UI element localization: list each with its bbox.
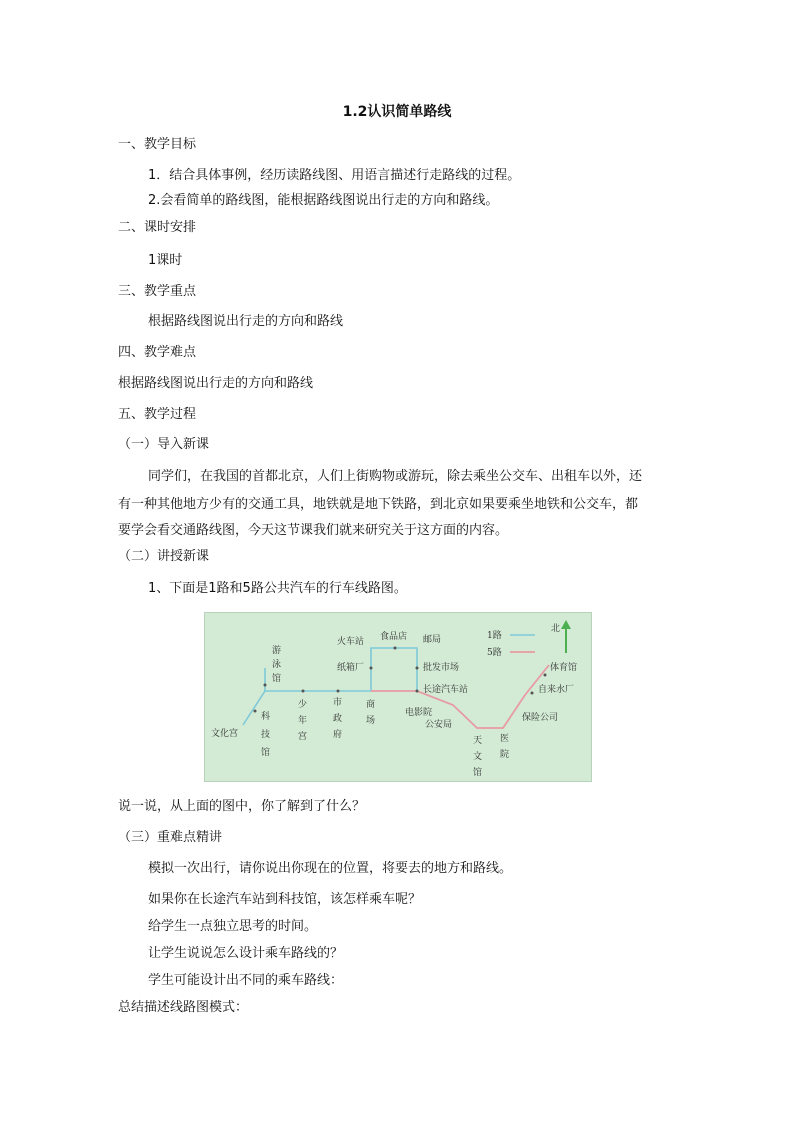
route-map-svg bbox=[205, 613, 591, 781]
key-explanation-line-1: 模拟一次出行，请你说出你现在的位置，将要去的地方和路线。 bbox=[148, 861, 513, 876]
difficulties-text: 根据路线图说出行走的方向和路线 bbox=[118, 376, 314, 391]
station-tianwenguan-2: 文 bbox=[473, 752, 483, 762]
station-kejiguan-3: 馆 bbox=[261, 748, 271, 758]
station-shangchang-1: 商 bbox=[366, 700, 376, 710]
key-explanation-line-2: 如果你在长途汽车站到科技馆，该怎样乘车呢？ bbox=[148, 892, 422, 907]
station-shizhengfu-1: 市 bbox=[333, 698, 343, 708]
subheading-key-explanation: （三）重难点精讲 bbox=[118, 830, 223, 845]
station-shizhengfu-2: 政 bbox=[333, 714, 343, 724]
station-huochezhan: 火车站 bbox=[337, 637, 365, 647]
station-shipindian: 食品店 bbox=[380, 632, 408, 642]
goal-item-2: 2.会看简单的路线图，能根据路线图说出行走的方向和路线。 bbox=[148, 193, 499, 208]
station-youju: 邮局 bbox=[423, 635, 442, 645]
legend-route-5-label: 5路 bbox=[487, 648, 502, 658]
subheading-intro: （一）导入新课 bbox=[118, 437, 210, 452]
station-gonganju: 公安局 bbox=[425, 720, 453, 730]
section-heading-schedule: 二、课时安排 bbox=[118, 220, 197, 235]
page-title: 1.2认识简单路线 bbox=[342, 104, 452, 120]
section-heading-difficulties: 四、教学难点 bbox=[118, 345, 197, 360]
station-zhixiangchang: 纸箱厂 bbox=[337, 663, 365, 673]
station-wenhuagong: 文化宫 bbox=[211, 729, 239, 739]
station-kejiguan-1: 科 bbox=[261, 712, 271, 722]
station-shangchang-2: 场 bbox=[366, 716, 376, 726]
legend-route-1-label: 1路 bbox=[487, 631, 502, 641]
north-arrow-icon bbox=[561, 620, 571, 653]
key-points-text: 根据路线图说出行走的方向和路线 bbox=[148, 314, 344, 329]
key-explanation-line-6: 总结描述线路图模式： bbox=[118, 1000, 249, 1015]
key-explanation-line-3: 给学生一点独立思考的时间。 bbox=[148, 919, 318, 934]
new-lesson-item-1: 1、下面是1路和5路公共汽车的行车线路图。 bbox=[148, 581, 407, 596]
station-tianwenguan-3: 馆 bbox=[473, 768, 483, 778]
station-shaoniangong-2: 年 bbox=[298, 716, 308, 726]
schedule-text: 1课时 bbox=[148, 253, 183, 268]
station-yiyuan-2: 院 bbox=[500, 750, 510, 760]
bus-route-map bbox=[204, 612, 592, 782]
after-map-question: 说一说，从上面的图中，你了解到了什么？ bbox=[118, 799, 366, 814]
station-shaoniangong-3: 宫 bbox=[298, 732, 308, 742]
section-heading-process: 五、教学过程 bbox=[118, 407, 197, 422]
station-pifashichang: 批发市场 bbox=[423, 663, 460, 673]
section-heading-key-points: 三、教学重点 bbox=[118, 284, 197, 299]
north-label: 北 bbox=[551, 624, 561, 634]
subheading-new-lesson: （二）讲授新课 bbox=[118, 549, 210, 564]
intro-paragraph-line-1: 同学们，在我国的首都北京，人们上街购物或游玩，除去乘坐公交车、出租车以外，还 bbox=[148, 469, 643, 484]
station-shizhengfu-3: 府 bbox=[333, 730, 343, 740]
station-tianwenguan-1: 天 bbox=[473, 736, 483, 746]
station-tiyuguan: 体育馆 bbox=[550, 663, 578, 673]
station-changtuqichezhan: 长途汽车站 bbox=[423, 685, 469, 695]
key-explanation-line-4: 让学生说说怎么设计乘车路线的？ bbox=[148, 946, 344, 961]
station-yiyuan-1: 医 bbox=[500, 734, 510, 744]
station-youyongguan-3: 馆 bbox=[272, 674, 282, 684]
intro-paragraph-line-2: 有一种其他地方少有的交通工具，地铁就是地下铁路，到北京如果要乘坐地铁和公交车，都 bbox=[118, 497, 639, 512]
station-zilaishuichang: 自来水厂 bbox=[538, 685, 575, 695]
goal-item-1: 1．结合具体事例，经历读路线图、用语言描述行走路线的过程。 bbox=[148, 168, 521, 183]
station-youyongguan-2: 泳 bbox=[272, 660, 282, 670]
station-dianyingyuan: 电影院 bbox=[405, 708, 433, 718]
station-kejiguan-2: 技 bbox=[261, 730, 271, 740]
intro-paragraph-line-3: 要学会看交通路线图，今天这节课我们就来研究关于这方面的内容。 bbox=[118, 523, 509, 538]
station-baoxiangongsi: 保险公司 bbox=[522, 713, 559, 723]
station-youyongguan-1: 游 bbox=[272, 646, 282, 656]
key-explanation-line-5: 学生可能设计出不同的乘车路线： bbox=[148, 973, 344, 988]
section-heading-goals: 一、教学目标 bbox=[118, 137, 197, 152]
station-shaoniangong-1: 少 bbox=[298, 700, 308, 710]
